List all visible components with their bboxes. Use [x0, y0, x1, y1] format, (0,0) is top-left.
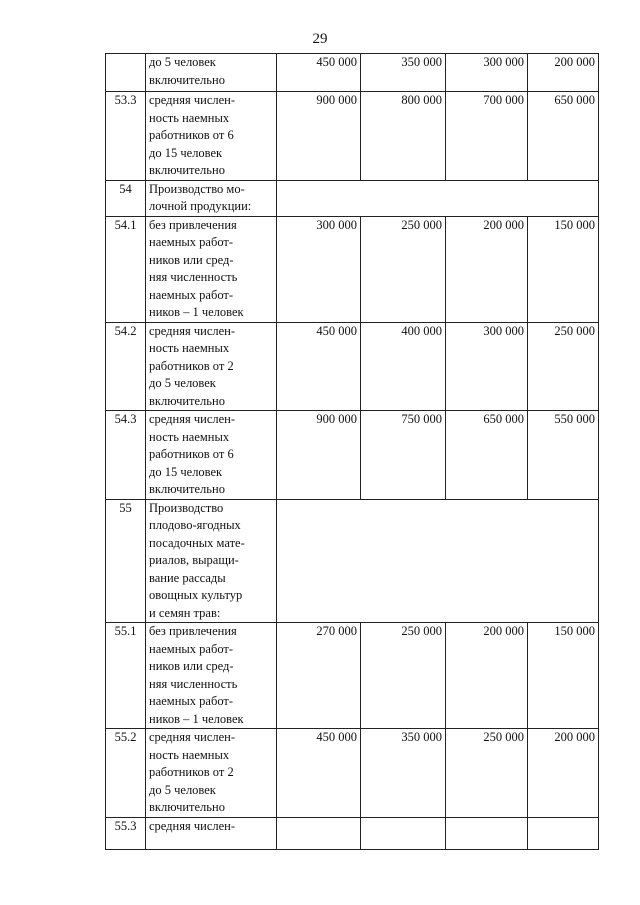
amount-cell: 250 000	[446, 729, 528, 818]
rates-table	[105, 53, 599, 850]
item-description	[146, 499, 277, 623]
amount-cell: 800 000	[361, 92, 446, 181]
table-row	[106, 729, 599, 818]
amount-cell: 270 000	[277, 623, 361, 729]
amount-cell: 900 000	[277, 92, 361, 181]
description-line: до 15 человек	[149, 464, 223, 479]
amount-cell: 650 000	[446, 411, 528, 500]
amount-cell: 450 000	[277, 729, 361, 818]
item-number: 55.3	[106, 817, 146, 849]
description-line: работников от 6	[149, 128, 234, 142]
amount-cell	[528, 817, 599, 849]
description-line: ность наемных	[149, 110, 230, 125]
description-line: средняя числен-	[149, 818, 236, 833]
amount-cell: 750 000	[361, 411, 446, 500]
amount-cell: 200 000	[446, 623, 528, 729]
description-line: без привлечения	[149, 217, 237, 232]
amount-cell: 200 000	[528, 54, 599, 92]
description-line: работников от 2	[149, 358, 234, 373]
description-line: без привлечения	[149, 624, 237, 638]
description-line: наемных работ-	[149, 641, 234, 656]
table-row	[106, 499, 599, 623]
item-number: 55.1	[106, 623, 146, 729]
description-line: посадочных мате-	[149, 535, 245, 550]
description-line: средняя числен-	[149, 412, 236, 426]
description-line: включительно	[149, 482, 225, 496]
item-description	[146, 322, 277, 411]
table-row	[106, 92, 599, 181]
table-body	[106, 54, 599, 850]
description-line: Производство	[149, 500, 224, 515]
item-description	[146, 92, 277, 181]
amount-cell: 250 000	[361, 216, 446, 322]
amount-cell: 400 000	[361, 322, 446, 411]
description-line: включительно	[149, 393, 225, 408]
merged-empty-cell	[277, 180, 599, 216]
amount-cell: 150 000	[528, 216, 599, 322]
item-number: 55.2	[106, 729, 146, 818]
description-line: плодово-ягодных	[149, 518, 241, 532]
description-line: наемных работ-	[149, 287, 234, 302]
amount-cell: 250 000	[528, 322, 599, 411]
amount-cell	[446, 817, 528, 849]
amount-cell: 900 000	[277, 411, 361, 500]
description-line: няя численность	[149, 676, 238, 691]
item-description	[146, 729, 277, 818]
description-line: ников или сред-	[149, 659, 234, 673]
amount-cell: 200 000	[528, 729, 599, 818]
item-number: 54.3	[106, 411, 146, 500]
table-row	[106, 216, 599, 322]
amount-cell: 200 000	[446, 216, 528, 322]
item-number: 53.3	[106, 92, 146, 181]
amount-cell: 350 000	[361, 729, 446, 818]
merged-empty-cell	[277, 499, 599, 623]
description-line: до 15 человек	[149, 145, 223, 160]
amount-cell: 350 000	[361, 54, 446, 92]
description-line: средняя числен-	[149, 323, 236, 338]
item-description	[146, 216, 277, 322]
description-line: риалов, выращи-	[149, 553, 239, 567]
table-row	[106, 180, 599, 216]
table-row	[106, 322, 599, 411]
item-number: 55	[106, 499, 146, 623]
description-line: до 5 человек	[149, 376, 216, 390]
amount-cell: 450 000	[277, 54, 361, 92]
table-row	[106, 411, 599, 500]
item-description	[146, 180, 277, 216]
page-number: 29	[312, 31, 328, 47]
amount-cell: 550 000	[528, 411, 599, 500]
description-line: овощных культур	[149, 588, 243, 602]
description-line: средняя числен-	[149, 93, 236, 107]
description-line: наемных работ-	[149, 235, 234, 249]
description-line: и семян трав:	[149, 605, 221, 620]
item-number	[106, 54, 146, 92]
amount-cell: 150 000	[528, 623, 599, 729]
description-line: лочной продукции:	[149, 199, 252, 213]
description-line: Производство мо-	[149, 181, 245, 196]
description-line: ность наемных	[149, 429, 230, 444]
item-number: 54	[106, 180, 146, 216]
amount-cell: 450 000	[277, 322, 361, 411]
amount-cell: 650 000	[528, 92, 599, 181]
description-line: работников от 2	[149, 765, 234, 779]
amount-cell: 700 000	[446, 92, 528, 181]
description-line: няя численность	[149, 270, 238, 284]
description-line: ников – 1 человек	[149, 305, 244, 319]
table-row	[106, 54, 599, 92]
item-description	[146, 817, 277, 849]
amount-cell: 300 000	[446, 322, 528, 411]
description-line: ников или сред-	[149, 252, 234, 267]
description-line: включительно	[149, 800, 225, 814]
amount-cell: 300 000	[446, 54, 528, 92]
description-line: ность наемных	[149, 747, 230, 762]
description-line: включительно	[149, 163, 225, 177]
description-line: до 5 человек	[149, 55, 216, 69]
table-row	[106, 623, 599, 729]
description-line: наемных работ-	[149, 694, 234, 708]
description-line: ность наемных	[149, 341, 230, 355]
description-line: средняя числен-	[149, 730, 236, 744]
description-line: ников – 1 человек	[149, 711, 244, 726]
table-row	[106, 817, 599, 849]
item-description	[146, 411, 277, 500]
amount-cell	[361, 817, 446, 849]
amount-cell: 250 000	[361, 623, 446, 729]
amount-cell	[277, 817, 361, 849]
description-line: вание рассады	[149, 570, 226, 585]
description-line: включительно	[149, 72, 225, 87]
item-number: 54.2	[106, 322, 146, 411]
description-line: работников от 6	[149, 447, 234, 461]
description-line: до 5 человек	[149, 782, 216, 797]
item-description	[146, 54, 277, 92]
item-description	[146, 623, 277, 729]
amount-cell: 300 000	[277, 216, 361, 322]
item-number: 54.1	[106, 216, 146, 322]
